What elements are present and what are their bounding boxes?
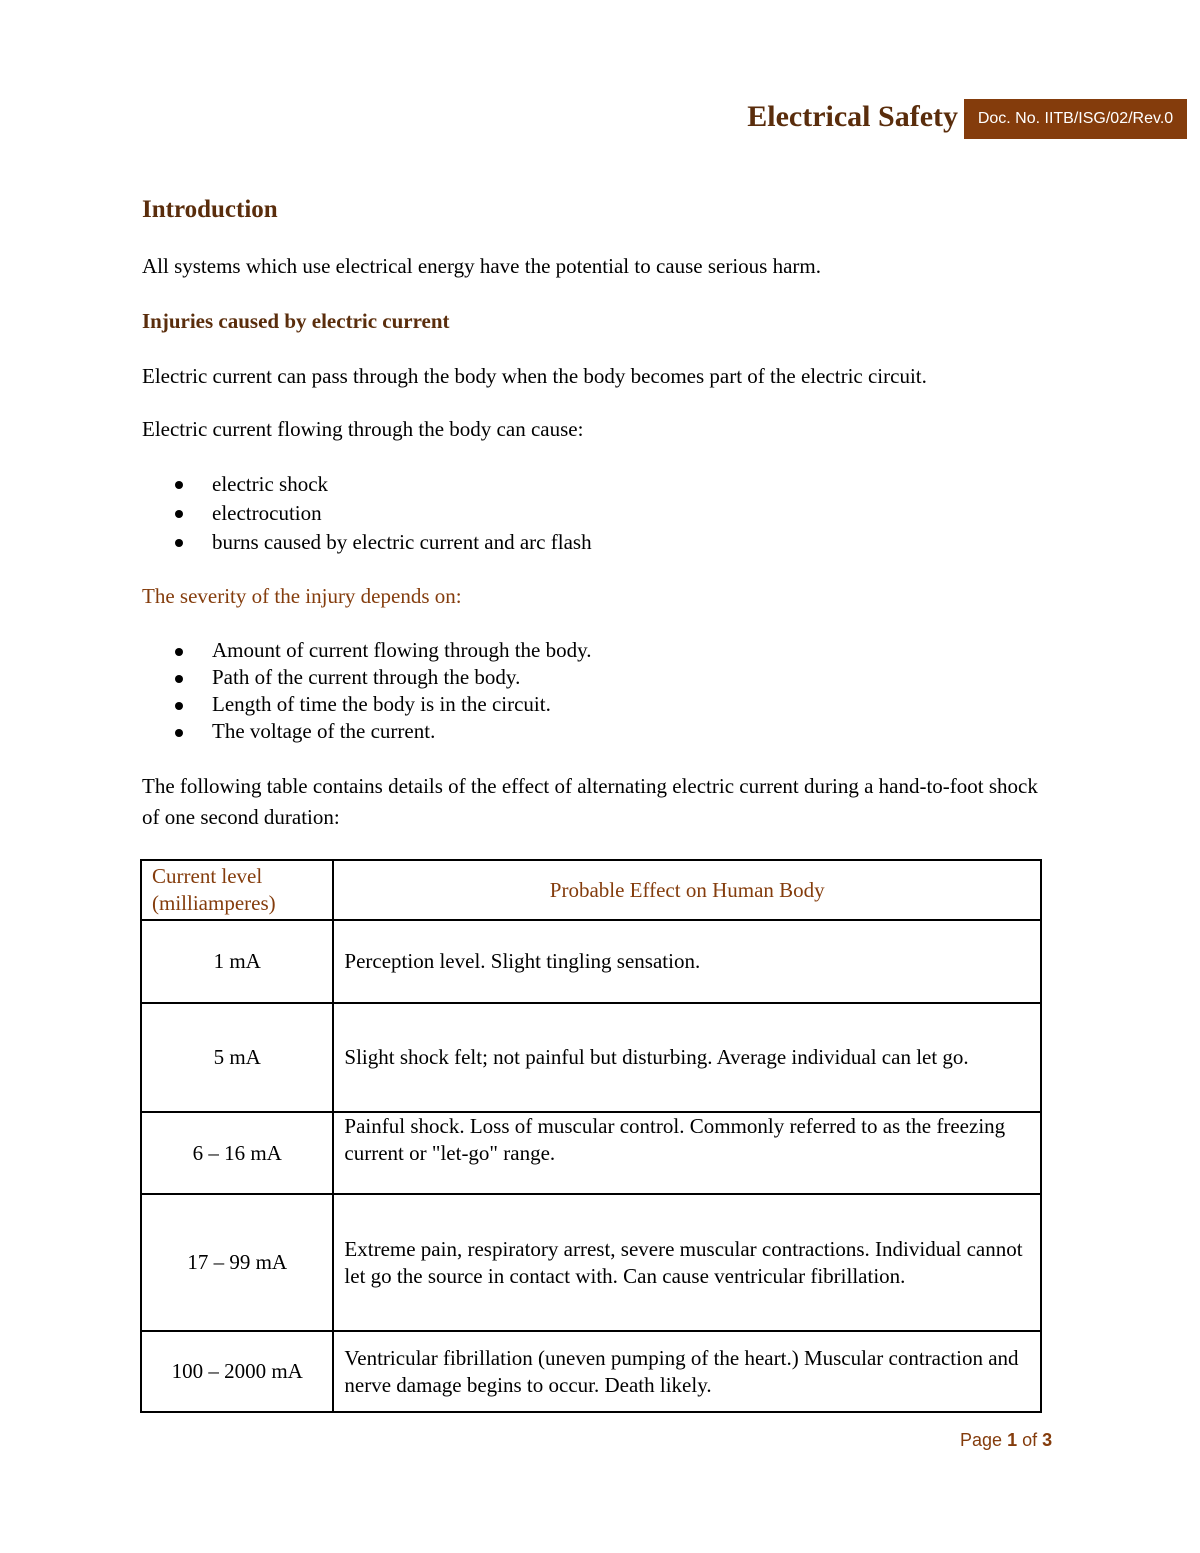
bullet-icon <box>175 675 183 683</box>
of-label: of <box>1022 1430 1038 1450</box>
effect-cell: Painful shock. Loss of muscular control. Commonly referred to as the freezing current or "let-go" range. <box>333 1112 1041 1194</box>
bullet-icon <box>175 481 183 489</box>
list-item-text: burns caused by electric current and arc flash <box>212 530 592 554</box>
current-effects-table <box>140 859 1042 1413</box>
causes-list <box>142 470 1042 556</box>
injuries-heading: Injuries caused by electric current <box>142 309 450 333</box>
header-probable-effect: Probable Effect on Human Body <box>333 860 1041 920</box>
severity-heading: The severity of the injury depends on: <box>142 584 462 608</box>
page-label: Page <box>960 1430 1003 1450</box>
current-level-cell: 6 – 16 mA <box>141 1112 333 1194</box>
list-item <box>142 470 1042 498</box>
intro-text: All systems which use electrical energy have the potential to cause serious harm. <box>142 254 821 278</box>
effect-cell: Ventricular fibrillation (uneven pumping of the heart.) Muscular contraction and nerve damage begins to occur. Death likely. <box>333 1331 1041 1412</box>
list-item <box>142 637 1042 664</box>
list-item-text: Amount of current flowing through the body. <box>212 638 592 662</box>
current-page-number: 1 <box>1007 1430 1018 1450</box>
page-number <box>960 1430 1052 1451</box>
table-row <box>141 1112 1041 1194</box>
table-row <box>141 1194 1041 1331</box>
list-item <box>142 528 1042 556</box>
list-item-text: Path of the current through the body. <box>212 665 521 689</box>
list-item-text: electrocution <box>212 501 322 525</box>
list-item-text: Length of time the body is in the circuit. <box>212 692 551 716</box>
list-item <box>142 691 1042 718</box>
current-level-cell: 1 mA <box>141 920 333 1003</box>
severity-factors-list <box>142 637 1042 745</box>
bullet-icon <box>175 510 183 518</box>
document-title: Electrical Safety <box>747 100 958 133</box>
injuries-para-1: Electric current can pass through the body when the body becomes part of the electric circuit. <box>142 364 927 388</box>
doc-number-badge: Doc. No. IITB/ISG/02/Rev.0 <box>964 99 1187 139</box>
document-body <box>142 194 1042 833</box>
table-row <box>141 1003 1041 1112</box>
effect-cell: Extreme pain, respiratory arrest, severe muscular contractions. Individual cannot let go the source in contact with. Can cause ventricular fibrillation. <box>333 1194 1041 1331</box>
list-item <box>142 499 1042 527</box>
table-header-row <box>141 860 1041 920</box>
introduction-heading: Introduction <box>142 196 278 223</box>
list-item-text: electric shock <box>212 472 329 496</box>
current-level-cell: 5 mA <box>141 1003 333 1112</box>
table-row <box>141 1331 1041 1412</box>
current-level-cell: 100 – 2000 mA <box>141 1331 333 1412</box>
bullet-icon <box>175 702 183 710</box>
bullet-icon <box>175 648 183 656</box>
header-current-level: Current level (milliamperes) <box>141 860 333 920</box>
list-item-text: The voltage of the current. <box>212 719 436 743</box>
table-intro-text: The following table contains details of the effect of alternating electric current during a hand-to-foot shock of one second duration: <box>142 774 1038 829</box>
list-item <box>142 718 1042 745</box>
injuries-para-2: Electric current flowing through the body can cause: <box>142 417 584 441</box>
effect-cell: Perception level. Slight tingling sensation. <box>333 920 1041 1003</box>
bullet-icon <box>175 729 183 737</box>
bullet-icon <box>175 539 183 547</box>
current-level-cell: 17 – 99 mA <box>141 1194 333 1331</box>
table-row <box>141 920 1041 1003</box>
total-pages-number: 3 <box>1042 1430 1053 1450</box>
effect-cell: Slight shock felt; not painful but disturbing. Average individual can let go. <box>333 1003 1041 1112</box>
list-item <box>142 664 1042 691</box>
